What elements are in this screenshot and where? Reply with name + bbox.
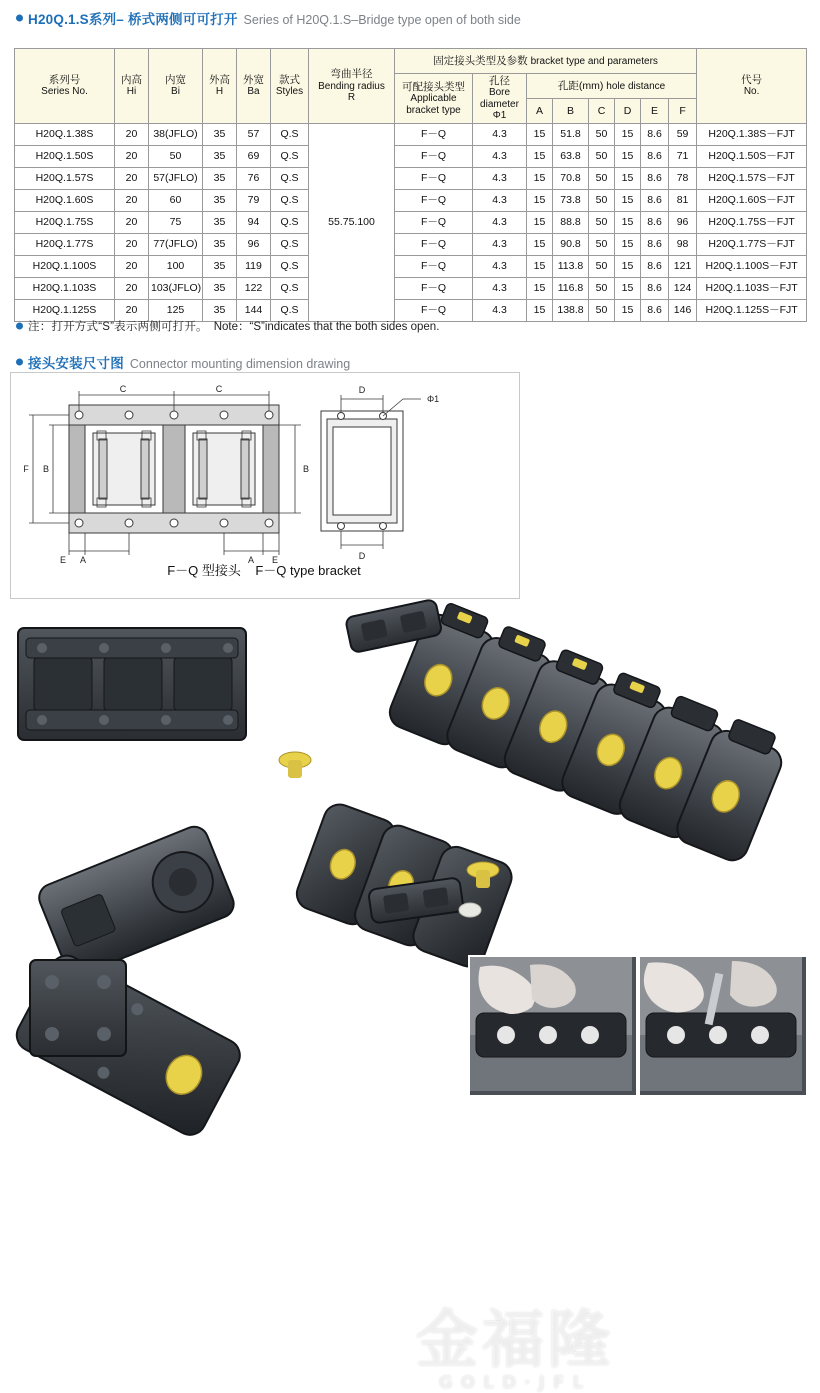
table-header-row-1 (15, 49, 807, 74)
yellow-pin (279, 752, 311, 778)
cell-styles: Q.S (271, 190, 309, 212)
cell-c: 50 (589, 190, 615, 212)
th-bending-radius (309, 49, 395, 124)
cell-bracket: F－Q (395, 234, 473, 256)
th-ba-en: Ba (247, 86, 260, 98)
table-row (15, 212, 807, 234)
th-series-en: Series No. (41, 86, 88, 98)
cell-series: H20Q.1.125S (15, 300, 115, 322)
chain-mount-bracket (30, 960, 126, 1056)
cell-code: H20Q.1.103S－FJT (697, 278, 807, 300)
cell-f: 146 (669, 300, 697, 322)
table-body (15, 124, 807, 322)
assembly-photo-2 (638, 955, 808, 1097)
cell-ba: 94 (237, 212, 271, 234)
cell-bi: 50 (149, 146, 203, 168)
cell-series: H20Q.1.50S (15, 146, 115, 168)
cell-styles: Q.S (271, 234, 309, 256)
cell-bi: 77(JFLO) (149, 234, 203, 256)
cell-bore: 4.3 (473, 212, 527, 234)
cell-d: 15 (615, 146, 641, 168)
cell-d: 15 (615, 190, 641, 212)
cell-styles: Q.S (271, 168, 309, 190)
cell-b: 70.8 (553, 168, 589, 190)
dim-label-b: B (303, 464, 310, 474)
cell-d: 15 (615, 300, 641, 322)
cell-hi: 20 (115, 278, 149, 300)
th-hi (115, 49, 149, 124)
cell-ba: 79 (237, 190, 271, 212)
th-code (697, 49, 807, 124)
th-bore (473, 74, 527, 124)
th-styles-en: Styles (275, 86, 304, 98)
cell-code: H20Q.1.100S－FJT (697, 256, 807, 278)
th-hole-cn: 孔距(mm) (557, 79, 604, 92)
cell-styles: Q.S (271, 212, 309, 234)
th-styles (271, 49, 309, 124)
watermark (330, 1290, 700, 1393)
cell-e: 8.6 (641, 300, 669, 322)
th-bracket-group (395, 49, 697, 74)
cell-ba: 69 (237, 146, 271, 168)
cell-hi: 20 (115, 146, 149, 168)
th-bracket-type-cn: 可配接头类型 (402, 80, 465, 93)
dim-label-phi1: Φ1 (427, 394, 440, 404)
table-row (15, 124, 807, 146)
dim-label-e: E (271, 555, 279, 565)
cell-ba: 144 (237, 300, 271, 322)
cell-bore: 4.3 (473, 256, 527, 278)
cell-series: H20Q.1.103S (15, 278, 115, 300)
th-radius-symbol: R (347, 92, 356, 104)
th-bracket-group-cn: 固定接头类型及参数 (433, 54, 528, 67)
cell-bi: 103(JFLO) (149, 278, 203, 300)
cell-e: 8.6 (641, 234, 669, 256)
cell-styles: Q.S (271, 146, 309, 168)
drawing-heading-en: Connector mounting dimension drawing (129, 357, 351, 371)
cell-c: 50 (589, 146, 615, 168)
cell-a: 15 (527, 146, 553, 168)
table-row (15, 256, 807, 278)
cell-f: 81 (669, 190, 697, 212)
cell-e: 8.6 (641, 212, 669, 234)
dim-label-d: D (358, 385, 366, 395)
cell-hi: 20 (115, 190, 149, 212)
th-ba-cn: 外宽 (243, 74, 264, 87)
cell-bi: 100 (149, 256, 203, 278)
th-h (203, 49, 237, 124)
th-hole-distance (527, 74, 697, 99)
cell-e: 8.6 (641, 146, 669, 168)
cell-e: 8.6 (641, 124, 669, 146)
th-h-en: H (215, 86, 224, 98)
th-bore-symbol: Φ1 (492, 110, 507, 122)
cell-code: H20Q.1.125S－FJT (697, 300, 807, 322)
cell-ba: 76 (237, 168, 271, 190)
th-ba (237, 49, 271, 124)
cell-bore: 4.3 (473, 146, 527, 168)
cell-e: 8.6 (641, 256, 669, 278)
cell-code: H20Q.1.60S－FJT (697, 190, 807, 212)
cell-c: 50 (589, 168, 615, 190)
cell-code: H20Q.1.77S－FJT (697, 234, 807, 256)
assembly-photo-1 (468, 955, 638, 1097)
watermark-sub: GOLD·JFL (438, 1373, 592, 1393)
cell-e: 8.6 (641, 168, 669, 190)
cell-a: 15 (527, 190, 553, 212)
cell-f: 96 (669, 212, 697, 234)
cell-series: H20Q.1.57S (15, 168, 115, 190)
cell-b: 116.8 (553, 278, 589, 300)
cell-series: H20Q.1.38S (15, 124, 115, 146)
cell-code: H20Q.1.57S－FJT (697, 168, 807, 190)
cell-bi: 75 (149, 212, 203, 234)
th-bracket-type (395, 74, 473, 124)
cell-bore: 4.3 (473, 124, 527, 146)
table-row (15, 168, 807, 190)
cell-a: 15 (527, 300, 553, 322)
cell-hi: 20 (115, 168, 149, 190)
bullet-icon (16, 15, 23, 22)
cell-c: 50 (589, 300, 615, 322)
dim-label-e: E (59, 555, 67, 565)
drawing-caption-en: F－Q type bracket (255, 563, 361, 578)
cell-bore: 4.3 (473, 168, 527, 190)
cell-h: 35 (203, 146, 237, 168)
cell-bi: 57(JFLO) (149, 168, 203, 190)
cell-series: H20Q.1.60S (15, 190, 115, 212)
cell-h: 35 (203, 168, 237, 190)
th-series-cn: 系列号 (48, 74, 81, 87)
cell-bracket: F－Q (395, 168, 473, 190)
th-hi-cn: 内高 (121, 74, 142, 87)
th-hole-en: hole distance (606, 80, 666, 92)
cell-a: 15 (527, 256, 553, 278)
cell-series: H20Q.1.77S (15, 234, 115, 256)
chain-strand (292, 597, 791, 971)
table-row (15, 234, 807, 256)
cell-f: 121 (669, 256, 697, 278)
table-row (15, 146, 807, 168)
cell-code: H20Q.1.75S－FJT (697, 212, 807, 234)
th-col-a: A (527, 99, 553, 124)
dim-label-a: A (247, 555, 255, 565)
th-series (15, 49, 115, 124)
cell-h: 35 (203, 278, 237, 300)
th-bi-cn: 内宽 (165, 74, 186, 87)
th-bi (149, 49, 203, 124)
cell-b: 73.8 (553, 190, 589, 212)
cell-h: 35 (203, 256, 237, 278)
cell-b: 63.8 (553, 146, 589, 168)
small-clip (459, 903, 481, 917)
cell-bore: 4.3 (473, 234, 527, 256)
cell-c: 50 (589, 212, 615, 234)
dim-label-d: D (358, 551, 366, 561)
cell-c: 50 (589, 278, 615, 300)
cell-ba: 57 (237, 124, 271, 146)
cell-d: 15 (615, 124, 641, 146)
th-bore-cn: 孔径 (489, 75, 510, 88)
page-title (14, 8, 818, 28)
cell-f: 71 (669, 146, 697, 168)
cell-d: 15 (615, 168, 641, 190)
chain-link-block (18, 628, 246, 740)
cell-series: H20Q.1.75S (15, 212, 115, 234)
cell-series: H20Q.1.100S (15, 256, 115, 278)
th-radius-en: Bending radius (318, 80, 385, 92)
cell-c: 50 (589, 124, 615, 146)
cell-bracket: F－Q (395, 190, 473, 212)
cell-hi: 20 (115, 300, 149, 322)
cell-b: 51.8 (553, 124, 589, 146)
cell-bending-radius: 55.75.100 (309, 124, 395, 322)
cell-f: 59 (669, 124, 697, 146)
cell-ba: 119 (237, 256, 271, 278)
cell-bracket: F－Q (395, 124, 473, 146)
cell-d: 15 (615, 212, 641, 234)
cell-ba: 122 (237, 278, 271, 300)
cell-a: 15 (527, 212, 553, 234)
cell-h: 35 (203, 300, 237, 322)
cell-a: 15 (527, 168, 553, 190)
cell-styles: Q.S (271, 124, 309, 146)
cell-bracket: F－Q (395, 278, 473, 300)
cell-bore: 4.3 (473, 190, 527, 212)
cell-d: 15 (615, 278, 641, 300)
th-bracket-group-en: bracket type and parameters (530, 55, 658, 67)
cell-a: 15 (527, 278, 553, 300)
th-bi-en: Bi (171, 86, 180, 98)
cell-b: 90.8 (553, 234, 589, 256)
dim-label-b: B (42, 464, 50, 474)
cell-bracket: F－Q (395, 256, 473, 278)
cell-h: 35 (203, 212, 237, 234)
cell-hi: 20 (115, 124, 149, 146)
table-row (15, 190, 807, 212)
cell-styles: Q.S (271, 300, 309, 322)
cell-bracket: F－Q (395, 300, 473, 322)
cell-h: 35 (203, 190, 237, 212)
cell-b: 138.8 (553, 300, 589, 322)
cell-bore: 4.3 (473, 278, 527, 300)
cell-bi: 60 (149, 190, 203, 212)
cell-bracket: F－Q (395, 212, 473, 234)
cell-styles: Q.S (271, 278, 309, 300)
cell-code: H20Q.1.50S－FJT (697, 146, 807, 168)
cell-c: 50 (589, 234, 615, 256)
th-styles-cn: 款式 (279, 74, 300, 87)
page-title-en: Series of H20Q.1.S–Bridge type open of both side (243, 13, 521, 27)
dim-label-a: A (79, 555, 87, 565)
th-code-cn: 代号 (741, 74, 763, 87)
note-line (14, 318, 818, 334)
th-col-c: C (589, 99, 615, 124)
dim-label-c: C (215, 384, 223, 394)
cell-bi: 38(JFLO) (149, 124, 203, 146)
th-h-cn: 外高 (209, 74, 230, 87)
table-row (15, 278, 807, 300)
drawing-heading (14, 352, 818, 372)
specification-table (14, 48, 807, 322)
cell-d: 15 (615, 234, 641, 256)
cell-code: H20Q.1.38S－FJT (697, 124, 807, 146)
watermark-main: 金福隆 (415, 1303, 614, 1376)
cell-bore: 4.3 (473, 300, 527, 322)
bullet-icon (16, 323, 23, 330)
th-col-f: F (669, 99, 697, 124)
cell-c: 50 (589, 256, 615, 278)
cell-d: 15 (615, 256, 641, 278)
cell-h: 35 (203, 234, 237, 256)
cell-e: 8.6 (641, 278, 669, 300)
th-hi-en: Hi (126, 86, 137, 98)
th-col-e: E (641, 99, 669, 124)
cell-hi: 20 (115, 256, 149, 278)
cell-styles: Q.S (271, 256, 309, 278)
note-en: Note：“S”indicates that the both sides open. (213, 321, 440, 333)
bullet-icon (16, 359, 23, 366)
cell-a: 15 (527, 234, 553, 256)
drawing-caption (10, 560, 518, 579)
cell-f: 124 (669, 278, 697, 300)
cell-hi: 20 (115, 212, 149, 234)
th-col-b: B (553, 99, 589, 124)
th-code-en: No. (743, 86, 760, 98)
cell-f: 98 (669, 234, 697, 256)
cell-b: 113.8 (553, 256, 589, 278)
dim-label-c: C (119, 384, 127, 394)
th-bore-en: Bore diameter (480, 87, 519, 110)
cell-ba: 96 (237, 234, 271, 256)
th-bracket-type-en: Applicable bracket type (406, 93, 461, 116)
drawing-heading-cn: 接头安装尺寸图 (28, 356, 124, 371)
dim-label-f: F (23, 464, 29, 474)
page-title-cn: H20Q.1.S系列– 桥式两侧可可打开 (28, 12, 238, 27)
cell-a: 15 (527, 124, 553, 146)
cell-bracket: F－Q (395, 146, 473, 168)
th-radius-cn: 弯曲半径 (330, 68, 373, 81)
drawing-caption-cn: F－Q 型接头 (167, 563, 241, 578)
cell-b: 88.8 (553, 212, 589, 234)
cell-h: 35 (203, 124, 237, 146)
cell-bi: 125 (149, 300, 203, 322)
note-cn: 注：打开方式“S”表示两侧可打开。 (28, 321, 208, 333)
cell-e: 8.6 (641, 190, 669, 212)
th-col-d: D (615, 99, 641, 124)
cell-hi: 20 (115, 234, 149, 256)
cell-f: 78 (669, 168, 697, 190)
